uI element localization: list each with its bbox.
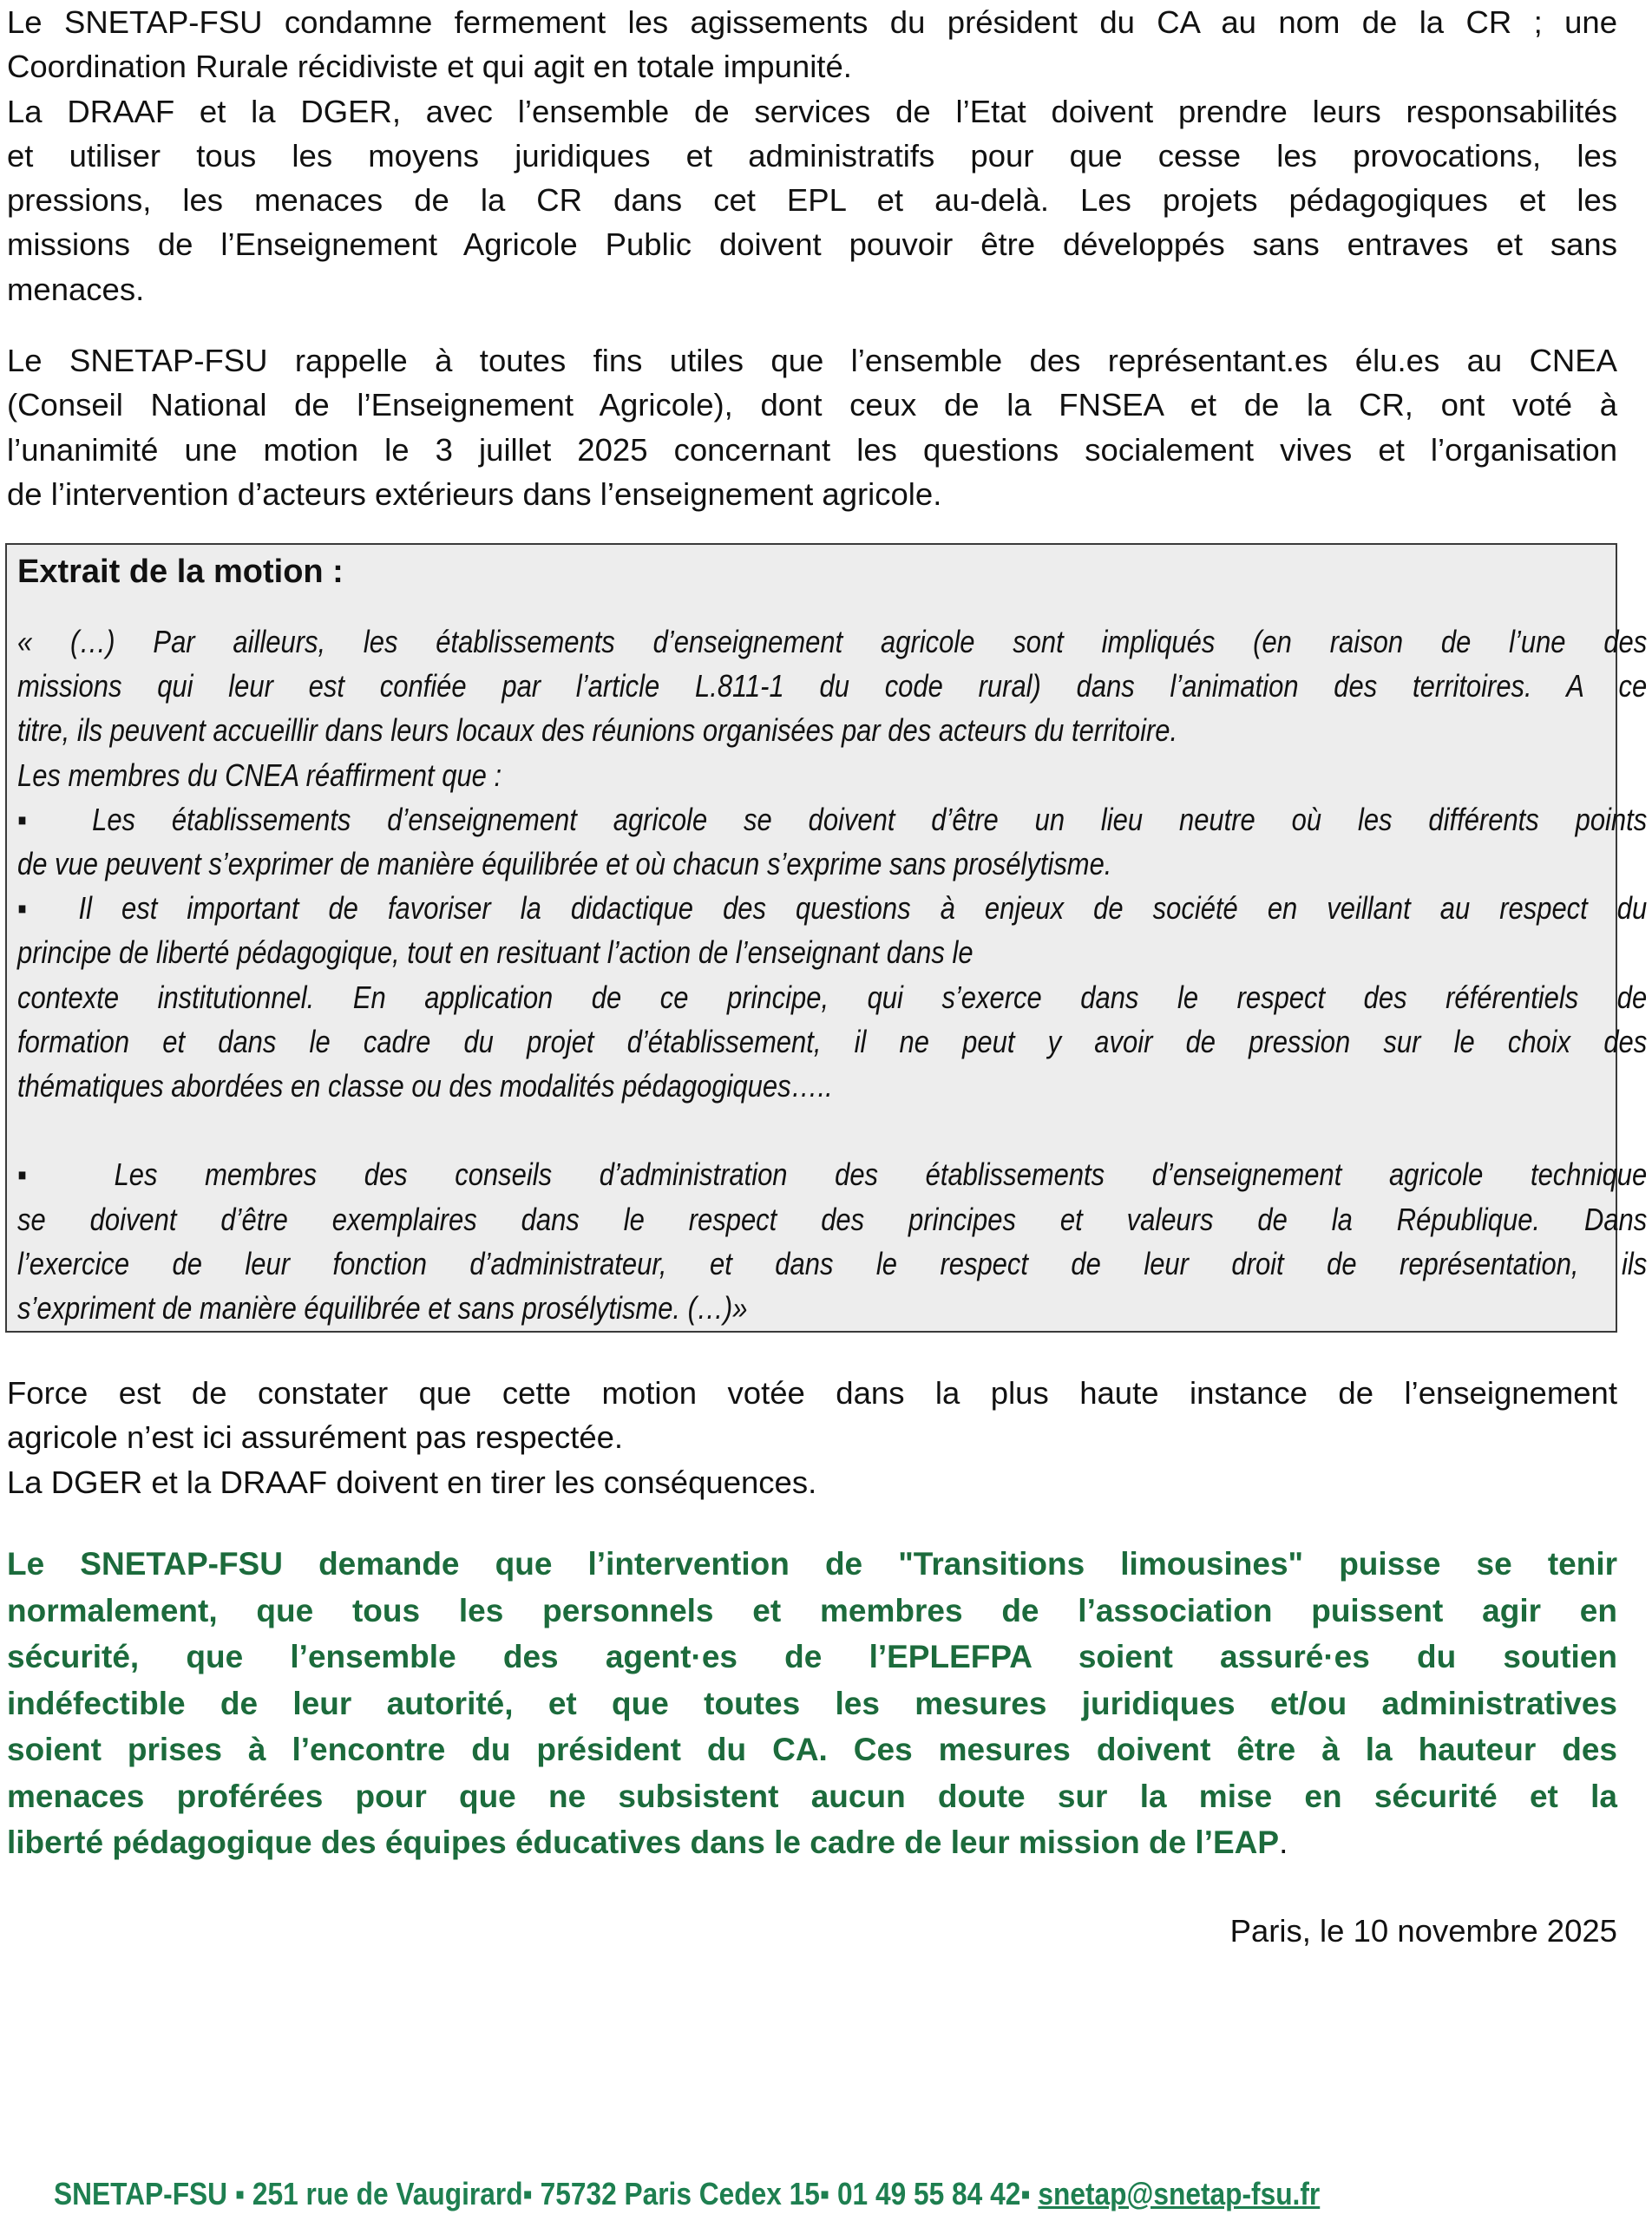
text-line: de l’intervention d’acteurs extérieurs dans l’enseignement agricole. (7, 475, 942, 512)
quote-line: thématiques abordées en classe ou des modalités pédagogiques….. (17, 1068, 833, 1104)
motion-excerpt-title: Extrait de la motion : (17, 554, 344, 590)
footer-address: SNETAP-FSU ▪ 251 rue de Vaugirard▪ 75732 Paris Cedex 15▪ 01 49 55 84 42▪ (54, 2176, 1039, 2211)
quote-line: missions qui leur est confiée par l’article L.811-1 du code rural) dans l’animation des territoires. A ce (17, 668, 1648, 704)
text-line: La DGER et la DRAAF doivent en tirer les conséquences. (7, 1464, 817, 1500)
demand-line-last (7, 1819, 1617, 1866)
text-line: (Conseil National de l’Enseignement Agricole), dont ceux de la FNSEA et de la CR, ont voté à (7, 387, 1617, 423)
signature-date: Paris, le 10 novembre 2025 (1229, 1913, 1617, 1949)
demand-last-text: liberté pédagogique des équipes éducatives dans le cadre de leur mission de l’EAP (7, 1825, 1280, 1860)
demand-line: normalement, que tous les personnels et membres de l’association puissent agir en (7, 1592, 1617, 1628)
demand-line: soient prises à l’encontre du président du CA. Ces mesures doivent être à la hauteur des (7, 1732, 1617, 1767)
quote-line: « (…) Par ailleurs, les établissements d’enseignement agricole sont impliqués (en raison de l’une des (17, 624, 1648, 659)
text-line: et utiliser tous les moyens juridiques et administratifs pour que cesse les provocations, les (7, 137, 1617, 174)
demand-line: sécurité, que l’ensemble des agent·es de l’EPLEFPA soient assuré·es du soutien (7, 1639, 1617, 1674)
text-line: Le SNETAP-FSU condamne fermement les agissements du président du CA au nom de la CR ; une (7, 4, 1617, 40)
text-line: Force est de constater que cette motion votée dans la plus haute instance de l’enseignement (7, 1375, 1617, 1411)
quote-line: ▪ Les membres des conseils d’administration des établissements d’enseignement agricole technique (17, 1156, 1648, 1193)
demand-line: indéfectible de leur autorité, et que toutes les mesures juridiques et/ou administratives (7, 1685, 1617, 1721)
footer-email-link[interactable]: snetap@snetap-fsu.fr (1038, 2176, 1321, 2211)
demand-end-punct: . (1279, 1825, 1288, 1860)
paragraph-condemnation (7, 0, 1617, 311)
text-line: Le SNETAP-FSU rappelle à toutes fins utiles que l’ensemble des représentant.es élu.es au CNEA (7, 343, 1617, 378)
demand-line: menaces proférées pour que ne subsistent aucun doute sur la mise en sécurité et la (7, 1778, 1617, 1814)
quote-line: de vue peuvent s’exprimer de manière équilibrée et où chacun s’exprime sans prosélytisme. (17, 846, 1112, 882)
text-line: l’unanimité une motion le 3 juillet 2025 concernant les questions socialement vives et l’organisation (7, 431, 1617, 468)
quote-line-blank (17, 1108, 1647, 1152)
quote-line: ▪ Il est important de favoriser la didactique des questions à enjeux de société en veillant au respect du (17, 890, 1648, 927)
text-line: agricole n’est ici assurément pas respectée. (7, 1419, 624, 1456)
paragraph-demand (7, 1541, 1617, 1866)
quote-line: contexte institutionnel. En application de ce principe, qui s’exerce dans le respect des référentiels de (17, 979, 1648, 1015)
demand-line: Le SNETAP-FSU demande que l’intervention de "Transitions limousines" puisse se tenir (7, 1546, 1617, 1582)
text-line: La DRAAF et la DGER, avec l’ensemble de services de l’Etat doivent prendre leurs responsabilités (7, 93, 1617, 129)
quote-line: titre, ils peuvent accueillir dans leurs locaux des réunions organisées par des acteurs du territoire. (17, 712, 1178, 749)
text-line: pressions, les menaces de la CR dans cet EPL et au-delà. Les projets pédagogiques et les (7, 182, 1617, 219)
paragraph-cnea-reminder (7, 338, 1617, 516)
quote-line: s’expriment de manière équilibrée et sans prosélytisme. (…)» (17, 1290, 748, 1327)
text-line: Coordination Rurale récidiviste et qui agit en totale impunité. (7, 49, 852, 85)
quote-line: formation et dans le cadre du projet d’établissement, il ne peut y avoir de pression sur le choix des (17, 1023, 1648, 1059)
motion-excerpt-quote (17, 619, 1647, 1330)
text-line: missions de l’Enseignement Agricole Public doivent pouvoir être développés sans entraves et sans (7, 226, 1617, 263)
text-line: menaces. (7, 271, 145, 307)
quote-line: Les membres du CNEA réaffirment que : (17, 757, 502, 793)
quote-line: se doivent d’être exemplaires dans le respect des principes et valeurs de la République. Dans (17, 1201, 1648, 1237)
quote-line: l’exercice de leur fonction d’administrateur, et dans le respect de leur droit de représentation, ils (17, 1245, 1648, 1281)
footer-contact (54, 2176, 1320, 2212)
quote-line: principe de liberté pédagogique, tout en resituant l’action de l’enseignant dans le (17, 934, 974, 971)
paragraph-observation (7, 1371, 1617, 1504)
quote-line: ▪ Les établissements d’enseignement agricole se doivent d’être un lieu neutre où les différents points (17, 801, 1648, 837)
